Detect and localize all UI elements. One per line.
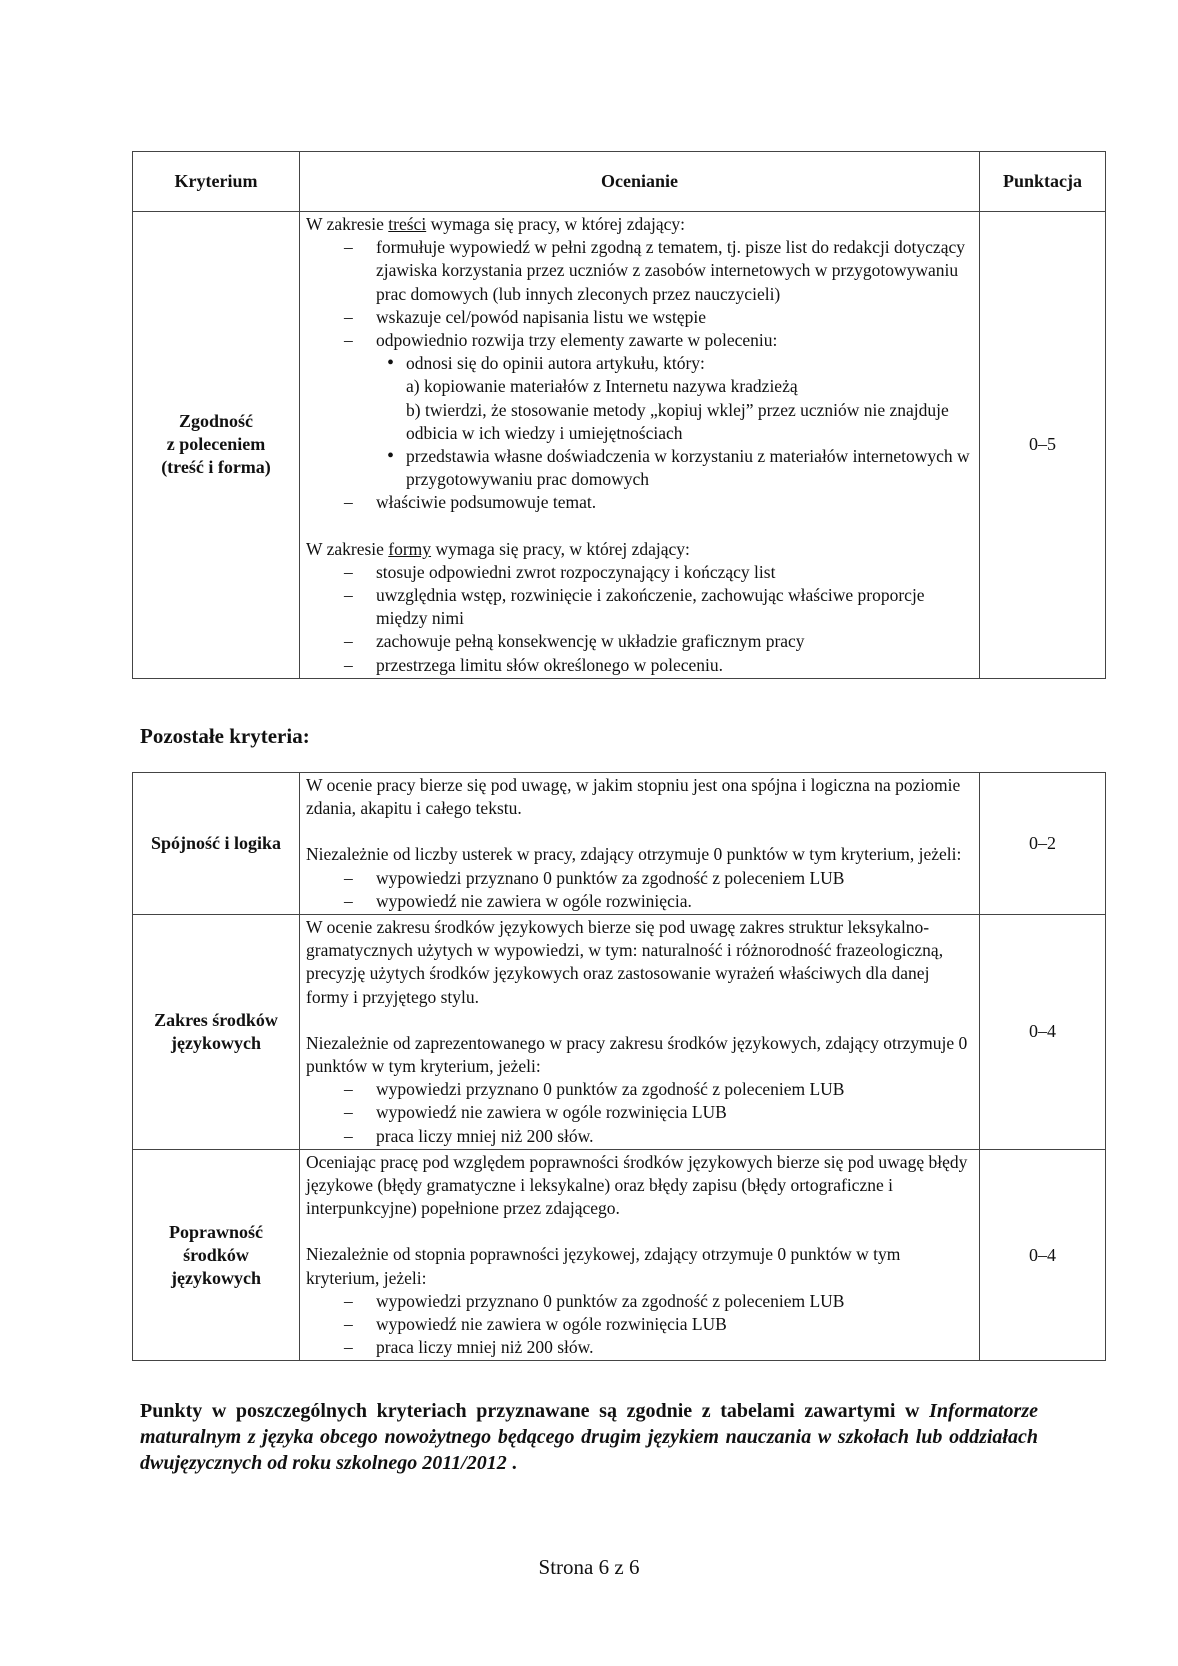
criteria-table-main <box>132 151 1106 679</box>
assessment-cell <box>300 915 980 1150</box>
table-row <box>133 1149 1106 1361</box>
sub-item: a) kopiowanie materiałów z Internetu nazywa kradzieżą <box>406 376 798 397</box>
page-number: Strona 6 z 6 <box>538 1555 640 1579</box>
list-item: – wypowiedź nie zawiera w ogóle rozwinięcia LUB <box>306 1101 973 1124</box>
list-item: – zachowuje pełną konsekwencję w układzie graficznym pracy <box>306 630 973 653</box>
paragraph: W ocenie pracy bierze się pod uwagę, w jakim stopniu jest ona spójna i logiczna na poziomie zdania, akapitu i całego tekstu. <box>306 775 961 819</box>
list-item: – praca liczy mniej niż 200 słów. <box>306 1336 973 1359</box>
assessment-cell <box>300 773 980 915</box>
list-item: – właściwie podsumowuje temat. <box>306 491 973 514</box>
bullet-item: • odnosi się do opinii autora artykułu, który: <box>306 352 973 375</box>
list-item: – przestrzega limitu słów określonego w poleceniu. <box>306 654 973 677</box>
header-kryterium: Kryterium <box>133 152 300 212</box>
list-item: – wypowiedź nie zawiera w ogóle rozwinięcia. <box>306 890 973 913</box>
criterion-line: Zgodność <box>178 411 254 432</box>
table-row <box>133 915 1106 1150</box>
list-item: – wypowiedzi przyznano 0 punktów za zgodność z poleceniem LUB <box>306 867 973 890</box>
assessment-cell <box>300 212 980 679</box>
paragraph: W ocenie zakresu środków językowych bierze się pod uwagę zakres struktur leksykalno-gramatycznych użytych w wypowiedzi, w tym: naturalność i różnorodność frazeologiczną, precyzję użytych środków językowych oraz zastosowanie wyrażeń właściwych dla danej formy i przyjętego stylu. <box>306 917 944 1007</box>
list-item: – wypowiedzi przyznano 0 punktów za zgodność z poleceniem LUB <box>306 1078 973 1101</box>
list-item: – praca liczy mniej niż 200 słów. <box>306 1125 973 1148</box>
forma-intro: W zakresie formy wymaga się pracy, w której zdający: <box>306 538 690 559</box>
sub-item: b) twierdzi, że stosowanie metody „kopiuj wklej” przez uczniów nie znajduje odbicia w ich wiedzy i umiejętnościach <box>406 399 949 443</box>
criterion-cell <box>133 915 300 1150</box>
score-cell: 0–4 <box>980 915 1106 1150</box>
list-item: – stosuje odpowiedni zwrot rozpoczynający i kończący list <box>306 561 973 584</box>
score-cell: 0–2 <box>980 773 1106 915</box>
table-row <box>133 773 1106 915</box>
section-heading: Pozostałe kryteria: <box>140 724 310 748</box>
tresc-intro: W zakresie treści wymaga się pracy, w której zdający: <box>306 214 686 234</box>
header-ocenianie: Ocenianie <box>300 152 980 212</box>
paragraph: Niezależnie od zaprezentowanego w pracy zakresu środków językowych, zdający otrzymuje 0 punktów w tym kryterium, jeżeli: <box>306 1032 968 1077</box>
criteria-table-other <box>132 772 1106 1361</box>
criterion-cell: Spójność i logika <box>133 773 300 915</box>
table-header-row <box>133 152 1106 212</box>
score-cell: 0–4 <box>980 1149 1106 1361</box>
list-item: – formułuje wypowiedź w pełni zgodną z tematem, tj. pisze list do redakcji dotyczący zjawiska korzystania przez uczniów z zasobów internetowych w przygotowywaniu prac domowych (lub innych zleconych przez nauczycieli) <box>306 236 973 306</box>
list-item: – uwzględnia wstęp, rozwinięcie i zakończenie, zachowując właściwe proporcje między nimi <box>306 584 973 630</box>
criterion-line: z poleceniem <box>166 434 266 455</box>
score-cell: 0–5 <box>980 212 1106 679</box>
list-item: – odpowiednio rozwija trzy elementy zawarte w poleceniu: <box>306 329 973 352</box>
criterion-text: Zakres środków językowych <box>154 1009 278 1053</box>
paragraph: Niezależnie od stopnia poprawności językowej, zdający otrzymuje 0 punktów w tym kryterium, jeżeli: <box>306 1244 901 1288</box>
paragraph: Oceniając pracę pod względem poprawności środków językowych bierze się pod uwagę błędy językowe (błędy gramatyczne i leksykalne) oraz błędy zapisu (błędy ortograficzne i interpunkcyjne) popełnione przez zdającego. <box>306 1151 968 1219</box>
criterion-cell <box>133 212 300 679</box>
assessment-cell <box>300 1149 980 1361</box>
informator-title: Informatorze maturalnym z języka obcego nowożytnego będącego drugim językiem nauczania w szkołach lub oddziałach dwujęzycznych od roku szkolnego 2011/2012 <box>140 1400 1038 1474</box>
criterion-text: Poprawność środków językowych <box>169 1221 263 1288</box>
criterion-line: (treść i forma) <box>161 457 271 478</box>
scoring-note: Punkty w poszczególnych kryteriach przyznawane są zgodnie z tabelami zawartymi w Informatorze maturalnym z języka obcego nowożytnego będącego drugim językiem nauczania w szkołach lub oddziałach dwujęzycznych od roku szkolnego 2011/2012 . <box>140 1400 1038 1474</box>
list-item: – wypowiedzi przyznano 0 punktów za zgodność z poleceniem LUB <box>306 1290 973 1313</box>
list-item: – wskazuje cel/powód napisania listu we wstępie <box>306 306 973 329</box>
table-row <box>133 212 1106 679</box>
criterion-cell <box>133 1149 300 1361</box>
list-item: – wypowiedź nie zawiera w ogóle rozwinięcia LUB <box>306 1313 973 1336</box>
paragraph: Niezależnie od liczby usterek w pracy, zdający otrzymuje 0 punktów w tym kryterium, jeżeli: <box>306 844 962 865</box>
bullet-item: • przedstawia własne doświadczenia w korzystaniu z materiałów internetowych w przygotowywaniu prac domowych <box>306 445 973 491</box>
header-punktacja: Punktacja <box>980 152 1106 212</box>
